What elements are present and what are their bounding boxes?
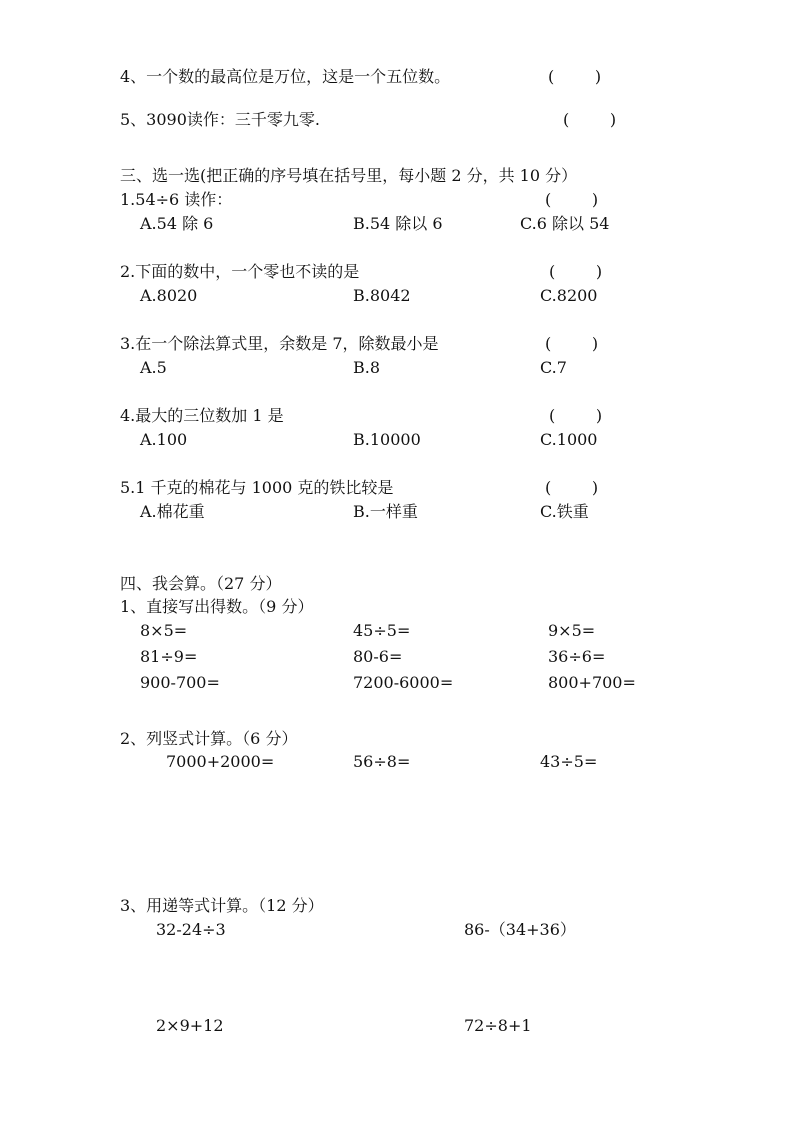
calc-item: 2×9+12 bbox=[156, 1016, 224, 1035]
calc-item: 900-700= bbox=[140, 673, 220, 692]
calc-item: 7200-6000= bbox=[353, 673, 454, 692]
option-c: C.7 bbox=[540, 358, 567, 377]
option-a: A.棉花重 bbox=[140, 502, 205, 521]
option-a: A.5 bbox=[140, 358, 167, 377]
judge-question-4: 4、一个数的最高位是万位，这是一个五位数。 bbox=[120, 67, 451, 86]
calc-item: 86-（34+36） bbox=[464, 920, 576, 939]
calc-item: 45÷5= bbox=[353, 621, 411, 640]
answer-parentheses[interactable]: ( ) bbox=[545, 478, 599, 497]
calc-item: 9×5= bbox=[548, 621, 596, 640]
subsection-title: 1、直接写出得数。（9 分） bbox=[120, 597, 314, 616]
answer-parentheses[interactable]: ( ) bbox=[549, 406, 603, 425]
calc-item: 80-6= bbox=[353, 647, 403, 666]
calc-item: 800+700= bbox=[548, 673, 636, 692]
option-c: C.1000 bbox=[540, 430, 598, 449]
question-stem: 4.最大的三位数加 1 是 bbox=[120, 406, 284, 425]
option-a: A.54 除 6 bbox=[140, 214, 214, 233]
option-c: C.6 除以 54 bbox=[520, 214, 610, 233]
option-a: A.8020 bbox=[140, 286, 198, 305]
option-b: B.8042 bbox=[353, 286, 411, 305]
option-b: B.54 除以 6 bbox=[353, 214, 443, 233]
calc-item: 43÷5= bbox=[540, 752, 598, 771]
answer-parentheses[interactable]: ( ) bbox=[545, 190, 599, 209]
subsection-title: 3、用递等式计算。（12 分） bbox=[120, 896, 324, 915]
option-b: B.8 bbox=[353, 358, 381, 377]
calc-item: 7000+2000= bbox=[166, 752, 275, 771]
answer-parentheses[interactable]: ( ) bbox=[545, 334, 599, 353]
judge-question-5: 5、3090读作：三千零九零. bbox=[120, 110, 320, 129]
subsection-title: 2、列竖式计算。（6 分） bbox=[120, 729, 298, 748]
section-title: 四、我会算。（27 分） bbox=[120, 574, 282, 593]
calc-item: 72÷8+1 bbox=[464, 1016, 532, 1035]
section-title: 三、选一选(把正确的序号填在括号里，每小题 2 分，共 10 分） bbox=[120, 166, 578, 185]
option-b: B.10000 bbox=[353, 430, 421, 449]
question-stem: 3.在一个除法算式里，余数是 7，除数最小是 bbox=[120, 334, 439, 353]
option-b: B.一样重 bbox=[353, 502, 418, 521]
calc-item: 36÷6= bbox=[548, 647, 606, 666]
calc-item: 32-24÷3 bbox=[156, 920, 226, 939]
answer-parentheses[interactable]: ( ) bbox=[548, 67, 602, 86]
option-c: C.铁重 bbox=[540, 502, 589, 521]
calc-item: 56÷8= bbox=[353, 752, 411, 771]
question-stem: 1.54÷6 读作： bbox=[120, 190, 233, 209]
calc-item: 8×5= bbox=[140, 621, 188, 640]
answer-parentheses[interactable]: ( ) bbox=[549, 262, 603, 281]
question-stem: 5.1 千克的棉花与 1000 克的铁比较是 bbox=[120, 478, 394, 497]
question-stem: 2.下面的数中，一个零也不读的是 bbox=[120, 262, 360, 281]
option-a: A.100 bbox=[140, 430, 188, 449]
answer-parentheses[interactable]: ( ) bbox=[563, 110, 617, 129]
calc-item: 81÷9= bbox=[140, 647, 198, 666]
option-c: C.8200 bbox=[540, 286, 598, 305]
